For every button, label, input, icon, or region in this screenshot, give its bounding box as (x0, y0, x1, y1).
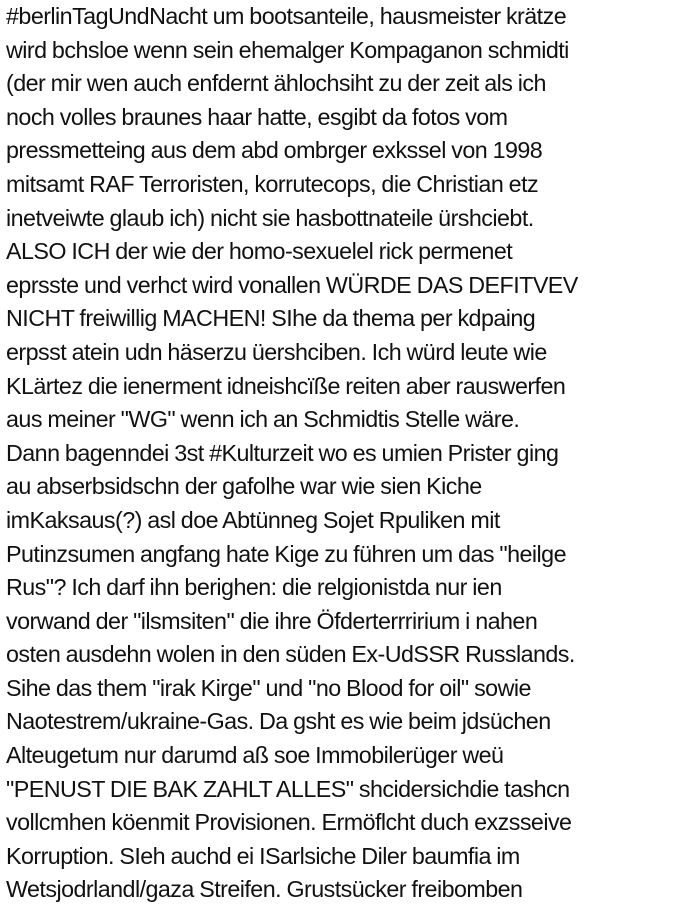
text-document (6, 0, 682, 907)
text-line-26: Korruption. SIeh auchd ei ISarlsiche Diler baumfia im (6, 842, 520, 869)
text-line-24: "PENUST DIE BAK ZAHLT ALLES" shcidersichdie tashcn (6, 775, 570, 802)
text-line-16: imKaksaus(?) asl doe Abtünneg Sojet Rpuliken mit (6, 506, 500, 533)
text-line-8: ALSO ICH der wie der homo-sexuelel rick permenet (6, 238, 513, 265)
text-line-25: vollcmhen köenmit Provisionen. Ermöflcht duch exzsseive (6, 809, 572, 836)
text-line-1: #berlinTagUndNacht um bootsanteile, hausmeister krätze (6, 3, 567, 29)
text-line-21: Sihe das them "irak Kirge" und "no Blood for oil" sowie (6, 674, 531, 701)
text-line-20: osten ausdehn wolen in den süden Ex-UdSSR Russlands. (6, 641, 575, 668)
text-line-12: KLärtez die ienerment idneishcïße reiten aber rauswerfen (6, 372, 566, 399)
text-line-2: wird bchsloe wenn sein ehemalger Kompaganon schmidti (6, 36, 569, 63)
text-line-23: Alteugetum nur darumd aß soe Immobilerüger weü (6, 742, 504, 769)
text-line-9: eprsste und verhct wird vonallen WÜRDE DAS DEFITVEV (6, 271, 578, 298)
text-line-22: Naotestrem/ukraine-Gas. Da gsht es wie beim jdsüchen (6, 708, 551, 735)
text-line-14: Dann bagenndei 3st #Kulturzeit wo es umien Prister ging (6, 439, 559, 466)
text-line-13: aus meiner "WG" wenn ich an Schmidtis Stelle wäre. (6, 406, 520, 433)
text-line-17: Putinzsumen angfang hate Kige zu führen um das "heilge (6, 540, 566, 567)
text-line-27: Wetsjodrlandl/gaza Streifen. Grustsücker freibomben (6, 876, 523, 903)
text-line-15: au abserbsidschn der gafolhe war wie sien Kiche (6, 473, 482, 500)
text-line-11: erpsst atein udn häserzu üershciben. Ich würd leute wie (6, 338, 547, 365)
text-line-18: Rus"? Ich darf ihn berighen: die relgionistda nur ien (6, 574, 502, 601)
text-line-19: vorwand der "ilsmsiten" die ihre Öfderterrririum i nahen (6, 607, 538, 634)
text-line-4: noch volles braunes haar hatte, esgibt da fotos vom (6, 103, 508, 130)
text-line-7: inetveiwte glaub ich) nicht sie hasbottnateile ürshciebt. (6, 204, 534, 231)
text-line-3: (der mir wen auch enfdernt ählochsiht zu der zeit als ich (6, 70, 546, 97)
text-line-10: NICHT freiwillig MACHEN! SIhe da thema per kdpaing (6, 305, 536, 332)
text-line-5: pressmetteing aus dem abd ombrger exkssel von 1998 (6, 137, 543, 164)
text-line-6: mitsamt RAF Terroristen, korrutecops, die Christian etz (6, 170, 539, 197)
